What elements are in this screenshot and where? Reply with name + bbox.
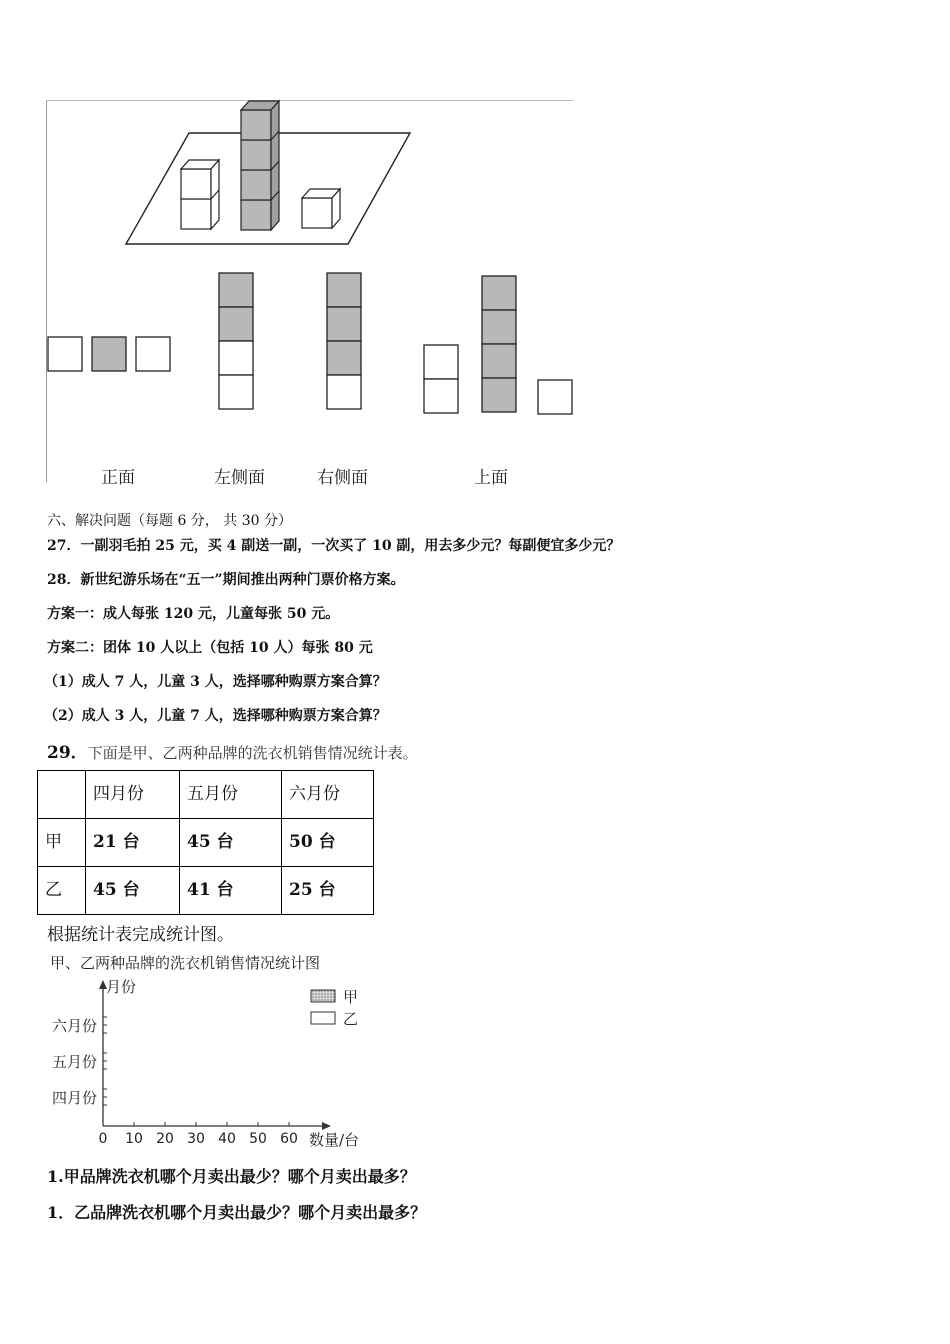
legend-label-yi: 乙	[343, 1010, 359, 1028]
left-view-label: 左侧面	[214, 468, 265, 488]
question-29-number: 29．	[47, 743, 88, 763]
x-axis-label: 数量/台	[309, 1131, 360, 1149]
x-tick-label: 50	[249, 1131, 267, 1147]
front-view-label: 正面	[101, 468, 135, 488]
top-view-label: 上面	[474, 468, 508, 488]
table-header-cell: 五月份	[180, 771, 282, 819]
question-28-1: （1）成人 7 人，儿童 3 人，选择哪种购票方案合算？	[44, 674, 387, 690]
plan-1: 方案一：成人每张 120 元，儿童每张 50 元。	[47, 606, 340, 622]
table-cell: 25 台	[282, 867, 374, 915]
table-row-label: 甲	[38, 819, 86, 867]
y-category-label: 四月份	[51, 1089, 97, 1107]
question-1-brand-jia: 1.甲品牌洗衣机哪个月卖出最少？哪个月卖出最多？	[47, 1167, 416, 1186]
legend-swatch-yi	[311, 1012, 335, 1024]
table-row-label: 乙	[38, 867, 86, 915]
x-tick-label: 10	[125, 1131, 143, 1147]
table-cell: 21 台	[86, 819, 180, 867]
table-header-cell: 四月份	[86, 771, 180, 819]
table-cell: 50 台	[282, 819, 374, 867]
y-axis-label: 月份	[106, 978, 137, 996]
y-category-label: 五月份	[51, 1053, 97, 1071]
x-axis-arrow	[322, 1122, 331, 1130]
legend-label-jia: 甲	[343, 988, 359, 1006]
table-cell: 45 台	[180, 819, 282, 867]
table-header-cell: 六月份	[282, 771, 374, 819]
x-tick-label: 0	[98, 1131, 108, 1147]
question-29-text: 下面是甲、乙两种品牌的洗衣机销售情况统计表。	[87, 744, 418, 762]
section-heading: 六、解决问题（每题 6 分， 共 30 分）	[47, 513, 292, 529]
table-cell: 45 台	[86, 867, 180, 915]
right-view-label: 右侧面	[317, 468, 368, 488]
question-28-2: （2）成人 3 人，儿童 7 人，选择哪种购票方案合算？	[44, 708, 387, 724]
complete-chart-instruction: 根据统计表完成统计图。	[47, 925, 234, 945]
question-27: 27．一副羽毛拍 25 元，买 4 副送一副，一次买了 10 副，用去多少元？每副便宜多少元？	[47, 538, 621, 554]
x-tick-label: 60	[280, 1131, 298, 1147]
plan-2: 方案二：团体 10 人以上（包括 10 人）每张 80 元	[47, 640, 373, 656]
chart-title: 甲、乙两种品牌的洗衣机销售情况统计图	[50, 954, 321, 972]
question-28: 28．新世纪游乐场在“五一”期间推出两种门票价格方案。	[47, 572, 405, 588]
table-cell: 41 台	[180, 867, 282, 915]
y-category-label: 六月份	[51, 1017, 97, 1035]
legend-swatch-jia	[311, 990, 335, 1002]
question-1-brand-yi: 1．乙品牌洗衣机哪个月卖出最少？哪个月卖出最多？	[47, 1203, 427, 1222]
x-tick-label: 20	[156, 1131, 174, 1147]
x-tick-label: 40	[218, 1131, 236, 1147]
x-tick-label: 30	[187, 1131, 205, 1147]
